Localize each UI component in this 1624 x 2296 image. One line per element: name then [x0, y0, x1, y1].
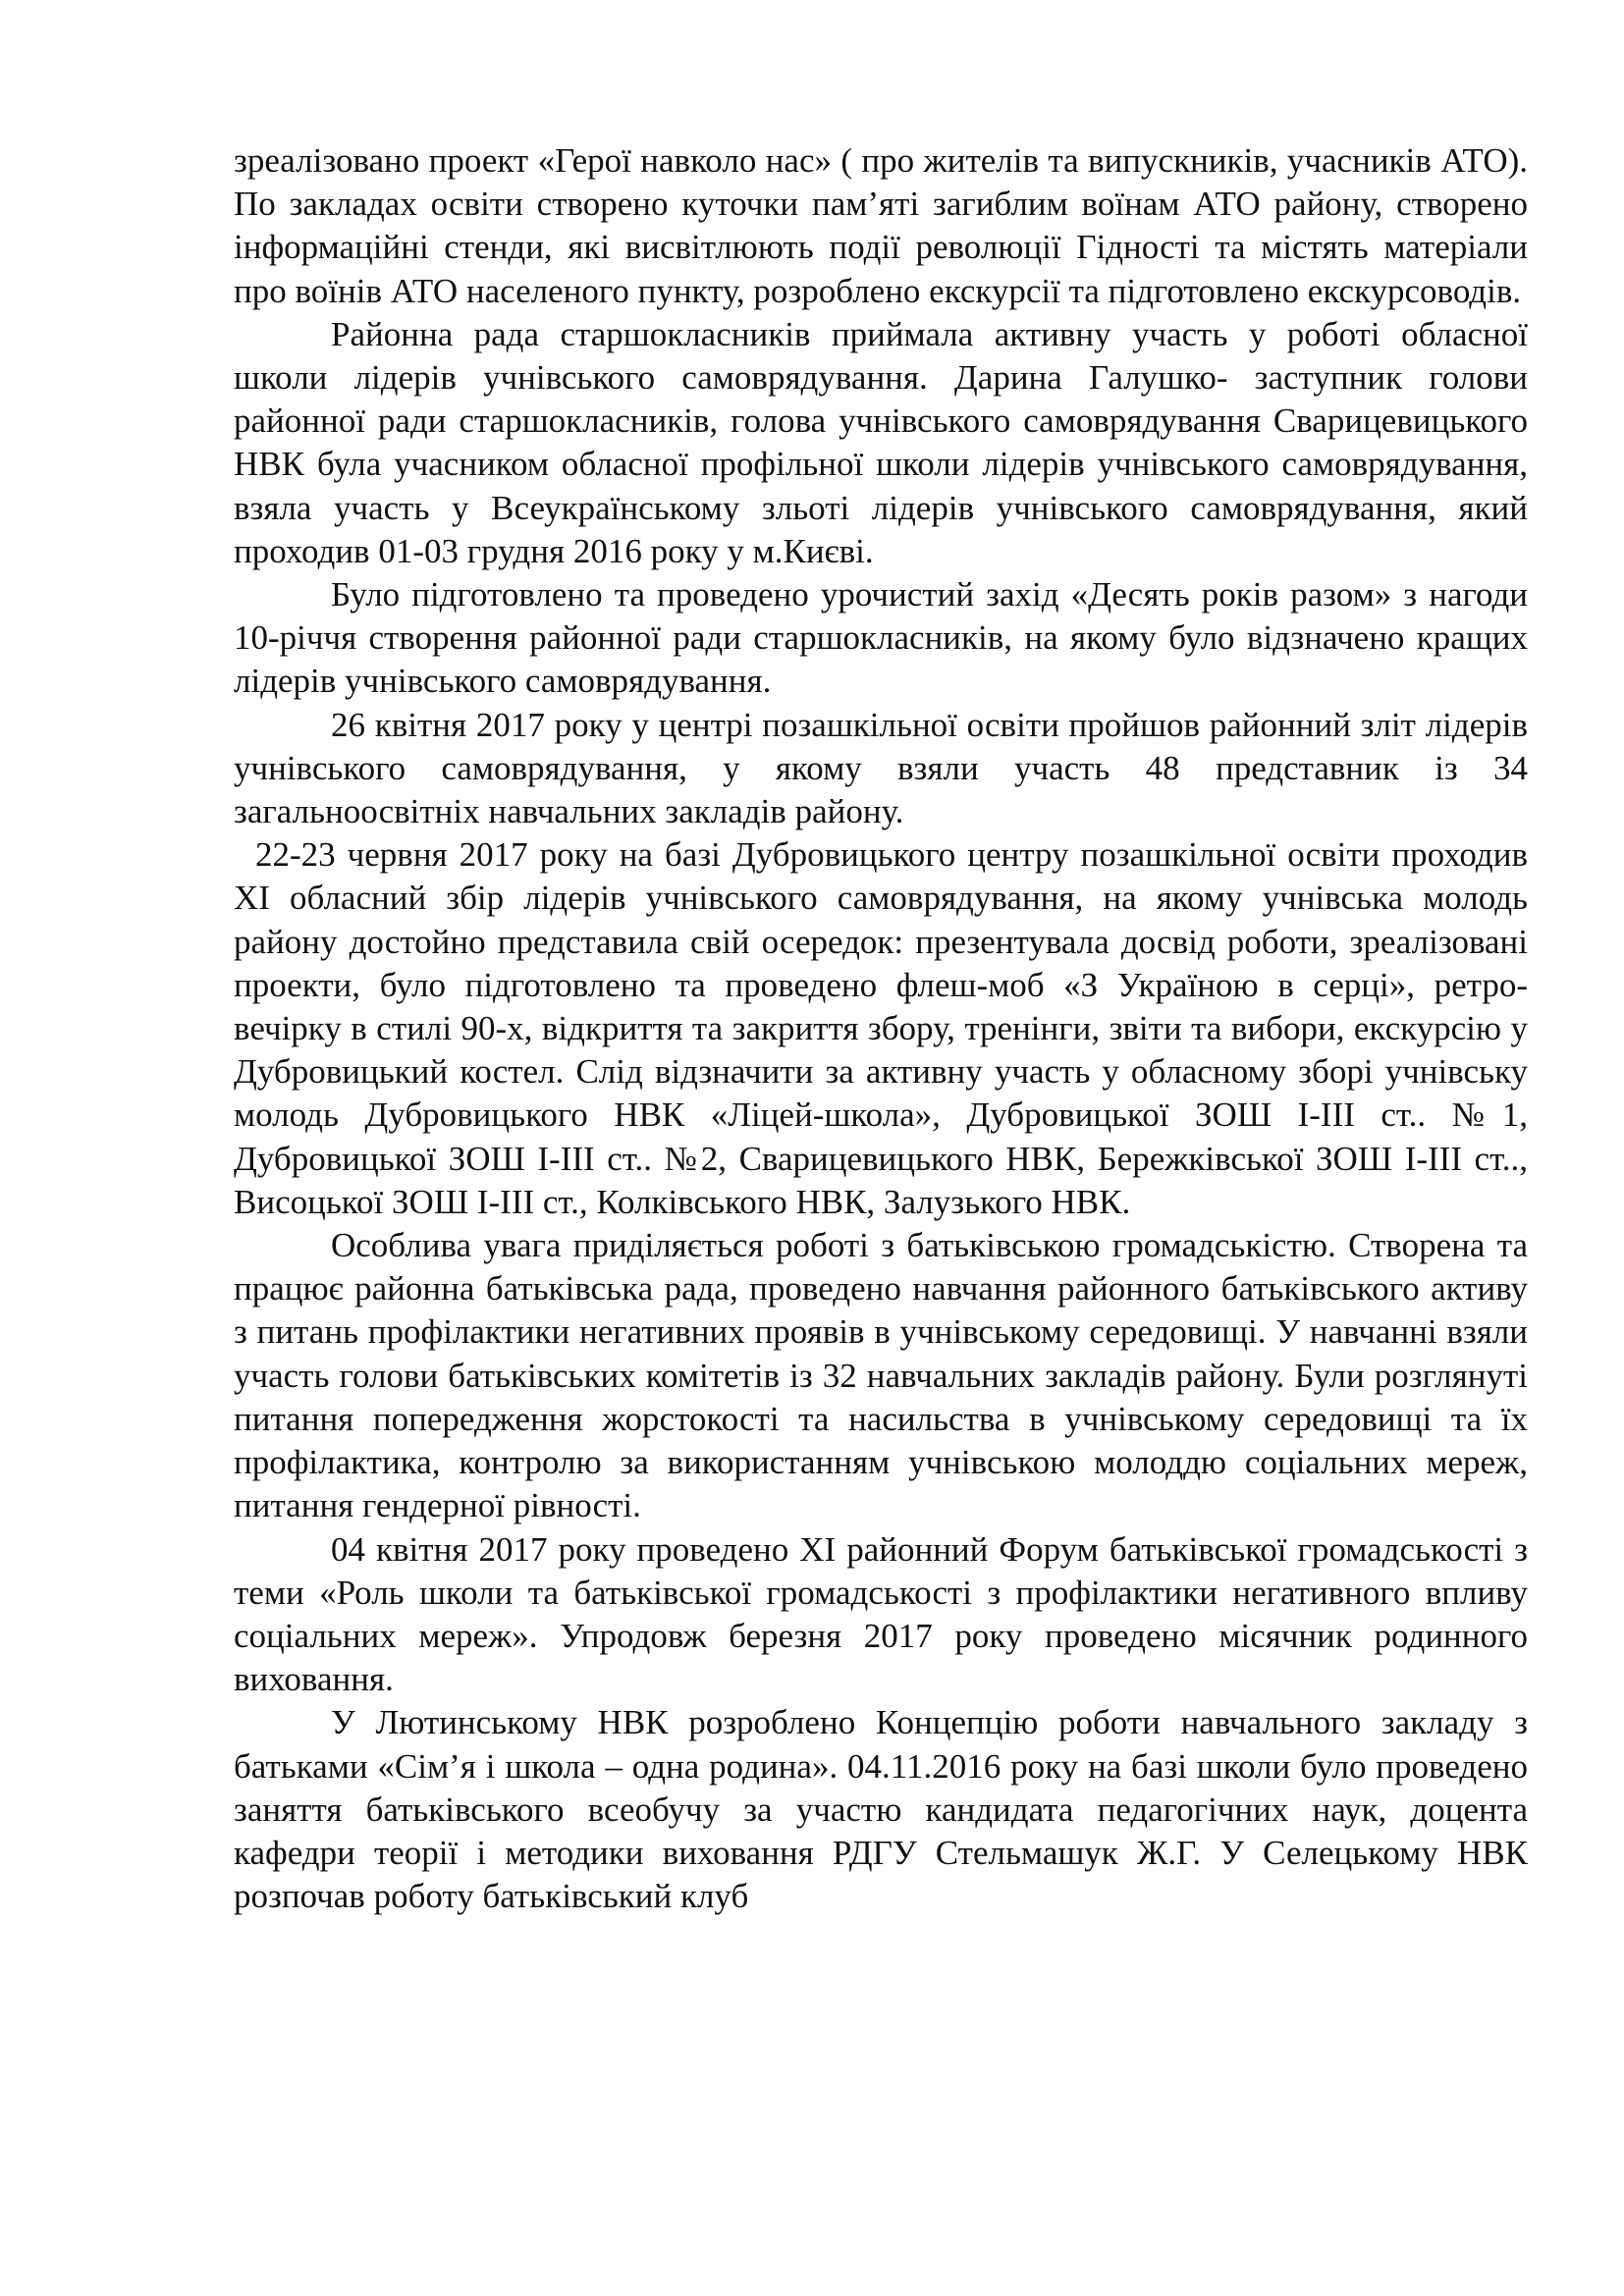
paragraph-8: У Лютинському НВК розроблено Концепцію роботи навчального закладу з батьками «Сім’я і школа – одна родина». 04.11.2016 року на базі школи було проведено заняття батьківського всеобучу за участю кандидата педагогічних наук, доцента кафедри теорії і методики виховання РДГУ Стельмашук Ж.Г. У Селецькому НВК розпочав роботу батьківський клуб	[234, 1703, 1528, 1916]
paragraph-2: Районна рада старшокласників приймала активну участь у роботі обласної школи лідерів учнівського самоврядування. Дарина Галушко- заступник голови районної ради старшокласників, голова учнівського самоврядування Сварицевицького НВК була учасником обласної профільної школи лідерів учнівського самоврядування, взяла участь у Всеукраїнському зльоті лідерів учнівського самоврядування, який проходив 01-03 грудня 2016 року у м.Києві.	[234, 314, 1528, 570]
paragraph-7: 04 квітня 2017 року проведено ХІ районний Форум батьківської громадськості з теми «Роль школи та батьківської громадськості з профілактики негативного впливу соціальних мереж». Упродовж березня 2017 року проведено місячник родинного виховання.	[234, 1529, 1528, 1699]
paragraph-4: 26 квітня 2017 року у центрі позашкільної освіти пройшов районний зліт лідерів учнівського самоврядування, у якому взяли участь 48 представник із 34 загальноосвітніх навчальних закладів району.	[234, 705, 1528, 831]
paragraph-1: зреалізовано проект «Герої навколо нас» ( про жителів та випускників, учасників АТО). По закладах освіти створено куточки пам’яті загиблим воїнам АТО району, створено інформаційні стенди, які висвітлюють події революції Гідності та містять матеріали про воїнів АТО населеного пункту, розроблено екскурсії та підготовлено екскурсоводів.	[234, 141, 1528, 310]
paragraph-3: Було підготовлено та проведено урочистий захід «Десять років разом» з нагоди 10-річчя створення районної ради старшокласників, на якому було відзначено кращих лідерів учнівського самоврядування.	[234, 575, 1528, 701]
document-page	[234, 139, 1528, 1918]
paragraph-5: 22-23 червня 2017 року на базі Дубровицького центру позашкільної освіти проходив ХІ обласний збір лідерів учнівського самоврядування, на якому учнівська молодь району достойно представила свій осередок: презентувала досвід роботи, зреалізовані проекти, було підготовлено та проведено флеш-моб «З Україною в серці», ретро-вечірку в стилі 90-х, відкриття та закриття збору, тренінги, звіти та вибори, екскурсію у Дубровицький костел. Слід відзначити за активну участь у обласному зборі учнівську молодь Дубровицького НВК «Ліцей-школа», Дубровицької ЗОШ І-ІІІ ст.. №1, Дубровицької ЗОШ І-ІІІ ст.. №2, Сварицевицького НВК, Бережківської ЗОШ І-ІІІ ст.., Висоцької ЗОШ І-ІІІ ст., Колківського НВК, Залузького НВК.	[234, 835, 1528, 1221]
paragraph-6: Особлива увага приділяється роботі з батьківською громадськістю. Створена та працює районна батьківська рада, проведено навчання районного батьківського активу з питань профілактики негативних проявів в учнівському середовищі. У навчанні взяли участь голови батьківських комітетів із 32 навчальних закладів району. Були розглянуті питання попередження жорстокості та насильства в учнівському середовищі та їх профілактика, контролю за використанням учнівською молоддю соціальних мереж, питання гендерної рівності.	[234, 1226, 1528, 1525]
